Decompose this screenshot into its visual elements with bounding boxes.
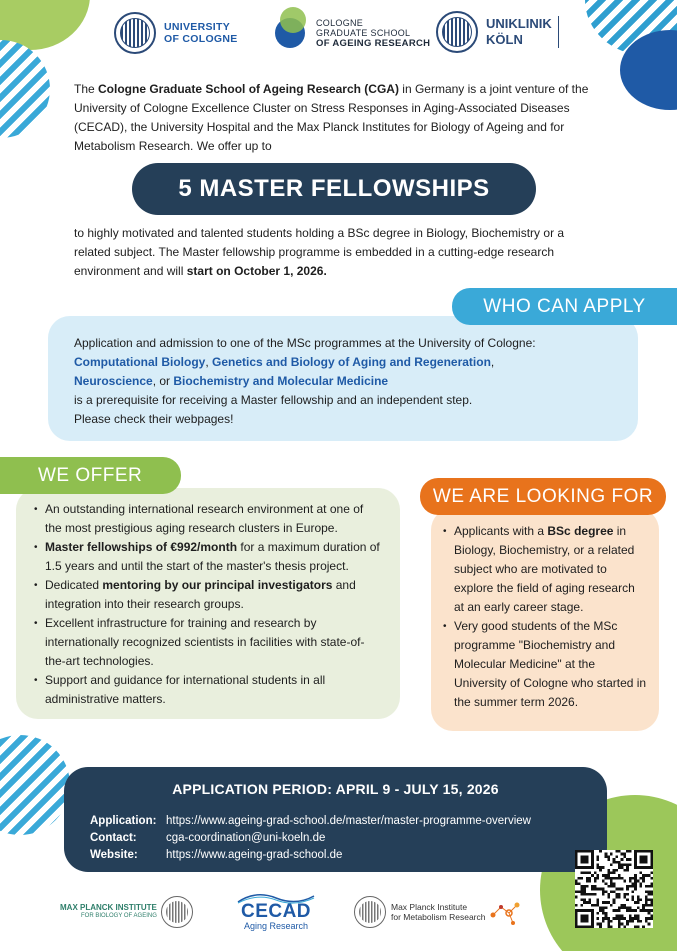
link-computational-biology[interactable]: Computational Biology [74, 355, 206, 369]
looking-for-box [431, 508, 659, 731]
application-period-title: APPLICATION PERIOD: APRIL 9 - JULY 15, 2026 [172, 781, 499, 797]
list-item: • Applicants with a BSc degree in Biology, Biochemistry, or a related subject who are motivated to explore the field of aging research at an early career stage. [443, 522, 647, 617]
looking-for-heading: WE ARE LOOKING FOR [420, 478, 666, 515]
intro-paragraph-2: to highly motivated and talented students holding a BSc degree in Biology, Biochemistry or a related subject. The Master fellowship programme is embedded in a cutting-edge research environment and will start on October 1, 2026. [74, 226, 565, 278]
university-seal-icon [114, 12, 156, 54]
application-row: Application: https://www.ageing-grad-school.de/master/master-programme-overview [90, 815, 531, 827]
minerva-icon [161, 896, 193, 928]
apply-line-1: Application and admission to one of the MSc programmes at the University of Cologne: [74, 336, 536, 350]
cecad-subtitle: Aging Research [243, 921, 309, 931]
link-biochemistry-molecular-medicine[interactable]: Biochemistry and Molecular Medicine [173, 374, 389, 388]
list-item: • Support and guidance for international students in all administrative matters. [34, 671, 382, 709]
uniklinik-koeln-logo [436, 11, 559, 53]
apply-programmes-line-2: Neuroscience, or Biochemistry and Molecular Medicine [74, 374, 389, 388]
molecule-icon [487, 897, 523, 927]
mpi-biology-line2: FOR BIOLOGY OF AGEING [80, 913, 157, 919]
list-item: • Dedicated mentoring by our principal investigators and integration into their research groups. [34, 576, 382, 614]
contact-email-link[interactable]: cga-coordination@uni-koeln.de [166, 832, 326, 844]
website-link[interactable]: https://www.ageing-grad-school.de [166, 849, 343, 861]
application-period-box [64, 767, 607, 872]
cga-name-line3: OF AGEING RESEARCH [316, 37, 431, 49]
mpi-metabolism-line1: Max Planck Institute [391, 902, 468, 912]
cga-full-name: Cologne Graduate School of Ageing Research (CGA) [98, 82, 399, 96]
list-item: • Very good students of the MSc programme "Biochemistry and Molecular Medicine" at the University of Cologne who started in the summer term 2026. [443, 617, 647, 712]
apply-programmes-line-1: Computational Biology, Genetics and Biology of Aging and Regeneration, [74, 355, 495, 369]
application-url-link[interactable]: https://www.ageing-grad-school.de/master/master-programme-overview [166, 815, 531, 827]
university-name-line1: UNIVERSITY [164, 21, 231, 33]
minerva-icon [354, 896, 386, 928]
who-can-apply-heading: WHO CAN APPLY [452, 288, 677, 325]
fellowships-banner: 5 MASTER FELLOWSHIPS [132, 163, 536, 215]
cga-logo [270, 6, 430, 50]
link-neuroscience[interactable]: Neuroscience [74, 374, 153, 388]
intro-paragraph: The Cologne Graduate School of Ageing Research (CGA) in Germany is a joint venture of the University of Cologne Excellence Cluster on Stress Responses in Aging-Associated Diseases (CECAD), the University Hospital and the Max Planck Institutes for Biology of Ageing and for Metabolism Research. We offer up to [74, 82, 589, 153]
striped-circle-left [0, 40, 50, 138]
start-date: start on October 1, 2026. [186, 264, 327, 278]
we-offer-list [34, 500, 382, 709]
uniklinik-name-line1: UNIKLINIK [486, 16, 552, 31]
cga-name-line1: COLOGNE [316, 17, 364, 28]
we-offer-heading: WE OFFER [0, 457, 181, 494]
qr-code-icon[interactable] [575, 850, 653, 928]
uniklinik-seal-icon [436, 11, 478, 53]
uniklinik-name-line2: KÖLN [486, 32, 523, 47]
mpi-biology-ageing-logo [60, 896, 193, 928]
university-of-cologne-logo [114, 12, 238, 54]
contact-row: Contact: cga-coordination@uni-koeln.de [90, 832, 326, 844]
cecad-logo [236, 892, 316, 931]
apply-line-4: Please check their webpages! [74, 412, 234, 426]
university-name-line2: OF COLOGNE [164, 33, 238, 45]
looking-for-list [443, 522, 647, 712]
cga-circles-icon [270, 6, 310, 50]
mpi-biology-line1: MAX PLANCK INSTITUTE [60, 903, 157, 912]
cga-name-line2: GRADUATE SCHOOL [316, 27, 411, 38]
website-row: Website: https://www.ageing-grad-school.de [90, 849, 343, 861]
list-item: • Excellent infrastructure for training and research by internationally recognized scientists in facilities with state-of-the-art technologies. [34, 614, 382, 671]
apply-line-3: is a prerequisite for receiving a Master fellowship and an independent step. [74, 393, 473, 407]
list-item: • Master fellowships of €992/month for a maximum duration of 1.5 years and until the start of the master's thesis project. [34, 538, 382, 576]
mpi-metabolism-logo [354, 896, 523, 928]
who-can-apply-box [48, 316, 638, 441]
list-item: • An outstanding international research environment at one of the most prestigious aging research clusters in Europe. [34, 500, 382, 538]
striped-circle-bottom-left [0, 735, 70, 835]
link-genetics-biology-aging[interactable]: Genetics and Biology of Aging and Regeneration [212, 355, 491, 369]
mpi-metabolism-line2: for Metabolism Research [391, 912, 486, 922]
we-offer-box [16, 488, 400, 719]
cecad-name: CECAD [240, 901, 312, 922]
